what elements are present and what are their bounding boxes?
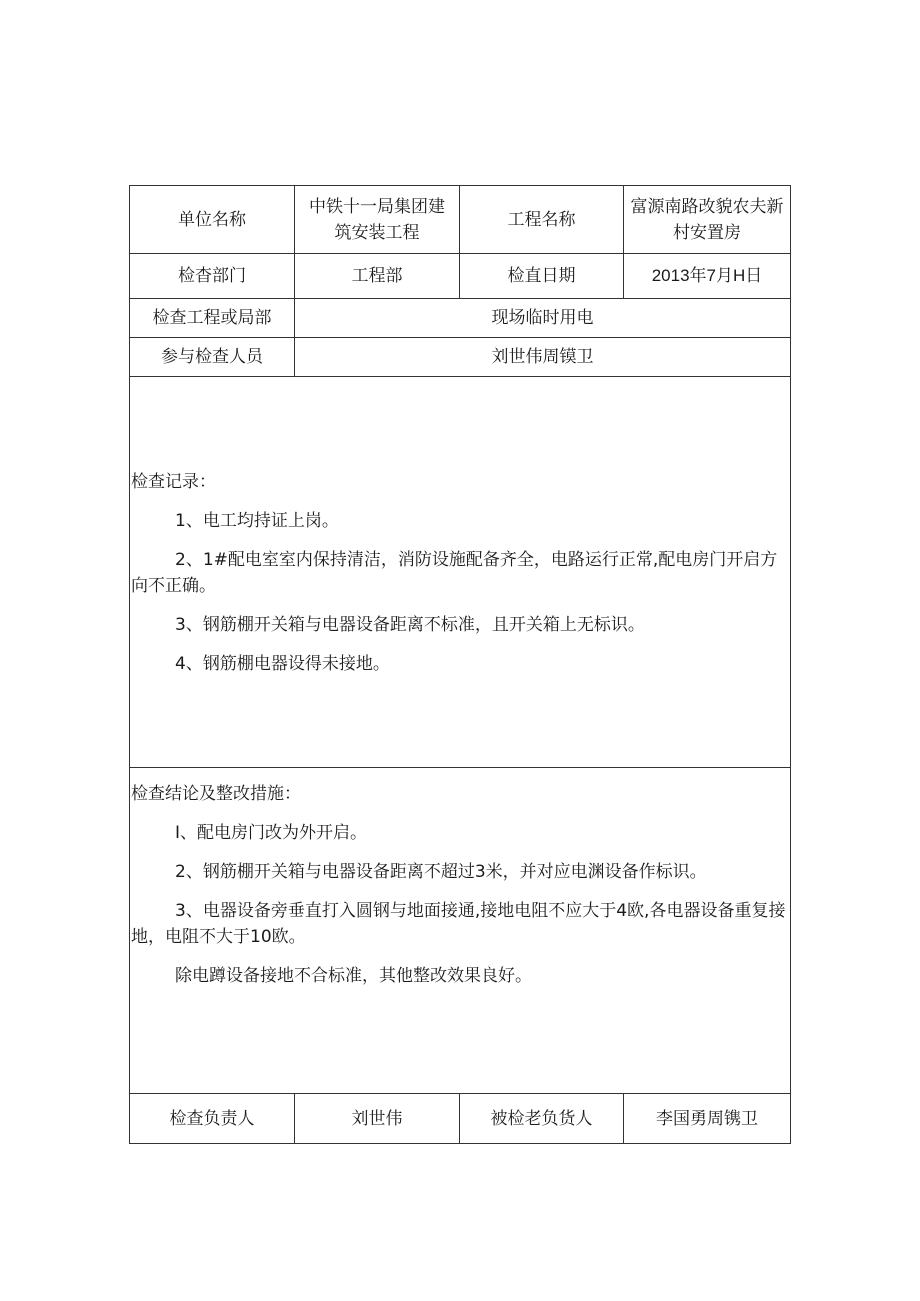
record-item-4: 4、钢筋棚电器设得未接地。 bbox=[175, 654, 390, 674]
row-scope bbox=[130, 299, 791, 338]
people-label: 参与检查人员 bbox=[130, 338, 295, 377]
conclusion-item-3: 3、电器设备旁垂直打入圆钢与地面接通,接地电阻不应大于4欧,各电器设备重复接地，电阻不大于10欧。 bbox=[131, 901, 786, 947]
inspector-label: 检查负责人 bbox=[130, 1094, 295, 1144]
row-record bbox=[130, 377, 791, 768]
row-dept-date bbox=[130, 254, 791, 299]
conclusion-item-1: I、配电房门改为外开启。 bbox=[175, 823, 368, 843]
inspected-label: 被检老负货人 bbox=[460, 1094, 624, 1144]
record-item-3: 3、钢筋棚开关箱与电器设备距离不标准，且开关箱上无标识。 bbox=[175, 615, 645, 635]
inspected-value: 李国勇周镌卫 bbox=[624, 1094, 791, 1144]
inspector-value: 刘世伟 bbox=[295, 1094, 460, 1144]
people-value: 刘世伟周镆卫 bbox=[295, 338, 791, 377]
scope-value: 现场临时用电 bbox=[295, 299, 791, 338]
unit-value: 中铁十一局集团建筑安装工程 bbox=[295, 186, 460, 254]
conclusion-item-2: 2、钢筋棚开关箱与电器设备距离不超过3米，并对应电渊设备作标识。 bbox=[175, 862, 707, 882]
row-people bbox=[130, 338, 791, 377]
row-unit-project bbox=[130, 186, 791, 254]
conclusion-item-4: 除电蹲设备接地不合标准，其他整改效果良好。 bbox=[175, 966, 532, 986]
conclusion-cell bbox=[130, 768, 791, 1094]
unit-label: 单位名称 bbox=[130, 186, 295, 254]
record-item-2: 2、1#配电室室内保持清洁，消防设施配备齐全，电路运行正常,配电房门开启方向不正确。 bbox=[131, 550, 778, 596]
date-label: 检直日期 bbox=[460, 254, 624, 299]
record-cell bbox=[130, 377, 791, 768]
dept-value: 工程部 bbox=[295, 254, 460, 299]
record-heading: 检查记录： bbox=[131, 472, 216, 492]
record-item-1: 1、电工均持证上岗。 bbox=[175, 511, 339, 531]
row-footer bbox=[130, 1094, 791, 1144]
date-value: 2013年7月H日 bbox=[624, 254, 791, 299]
conclusion-heading: 检查结论及整改措施： bbox=[131, 784, 301, 804]
inspection-form bbox=[129, 185, 791, 1144]
project-value: 富源南路改貌农夫新村安置房 bbox=[624, 186, 791, 254]
dept-label: 检杳部门 bbox=[130, 254, 295, 299]
project-label: 工程名称 bbox=[460, 186, 624, 254]
scope-label: 检查工程或局部 bbox=[130, 299, 295, 338]
row-conclusion bbox=[130, 768, 791, 1094]
